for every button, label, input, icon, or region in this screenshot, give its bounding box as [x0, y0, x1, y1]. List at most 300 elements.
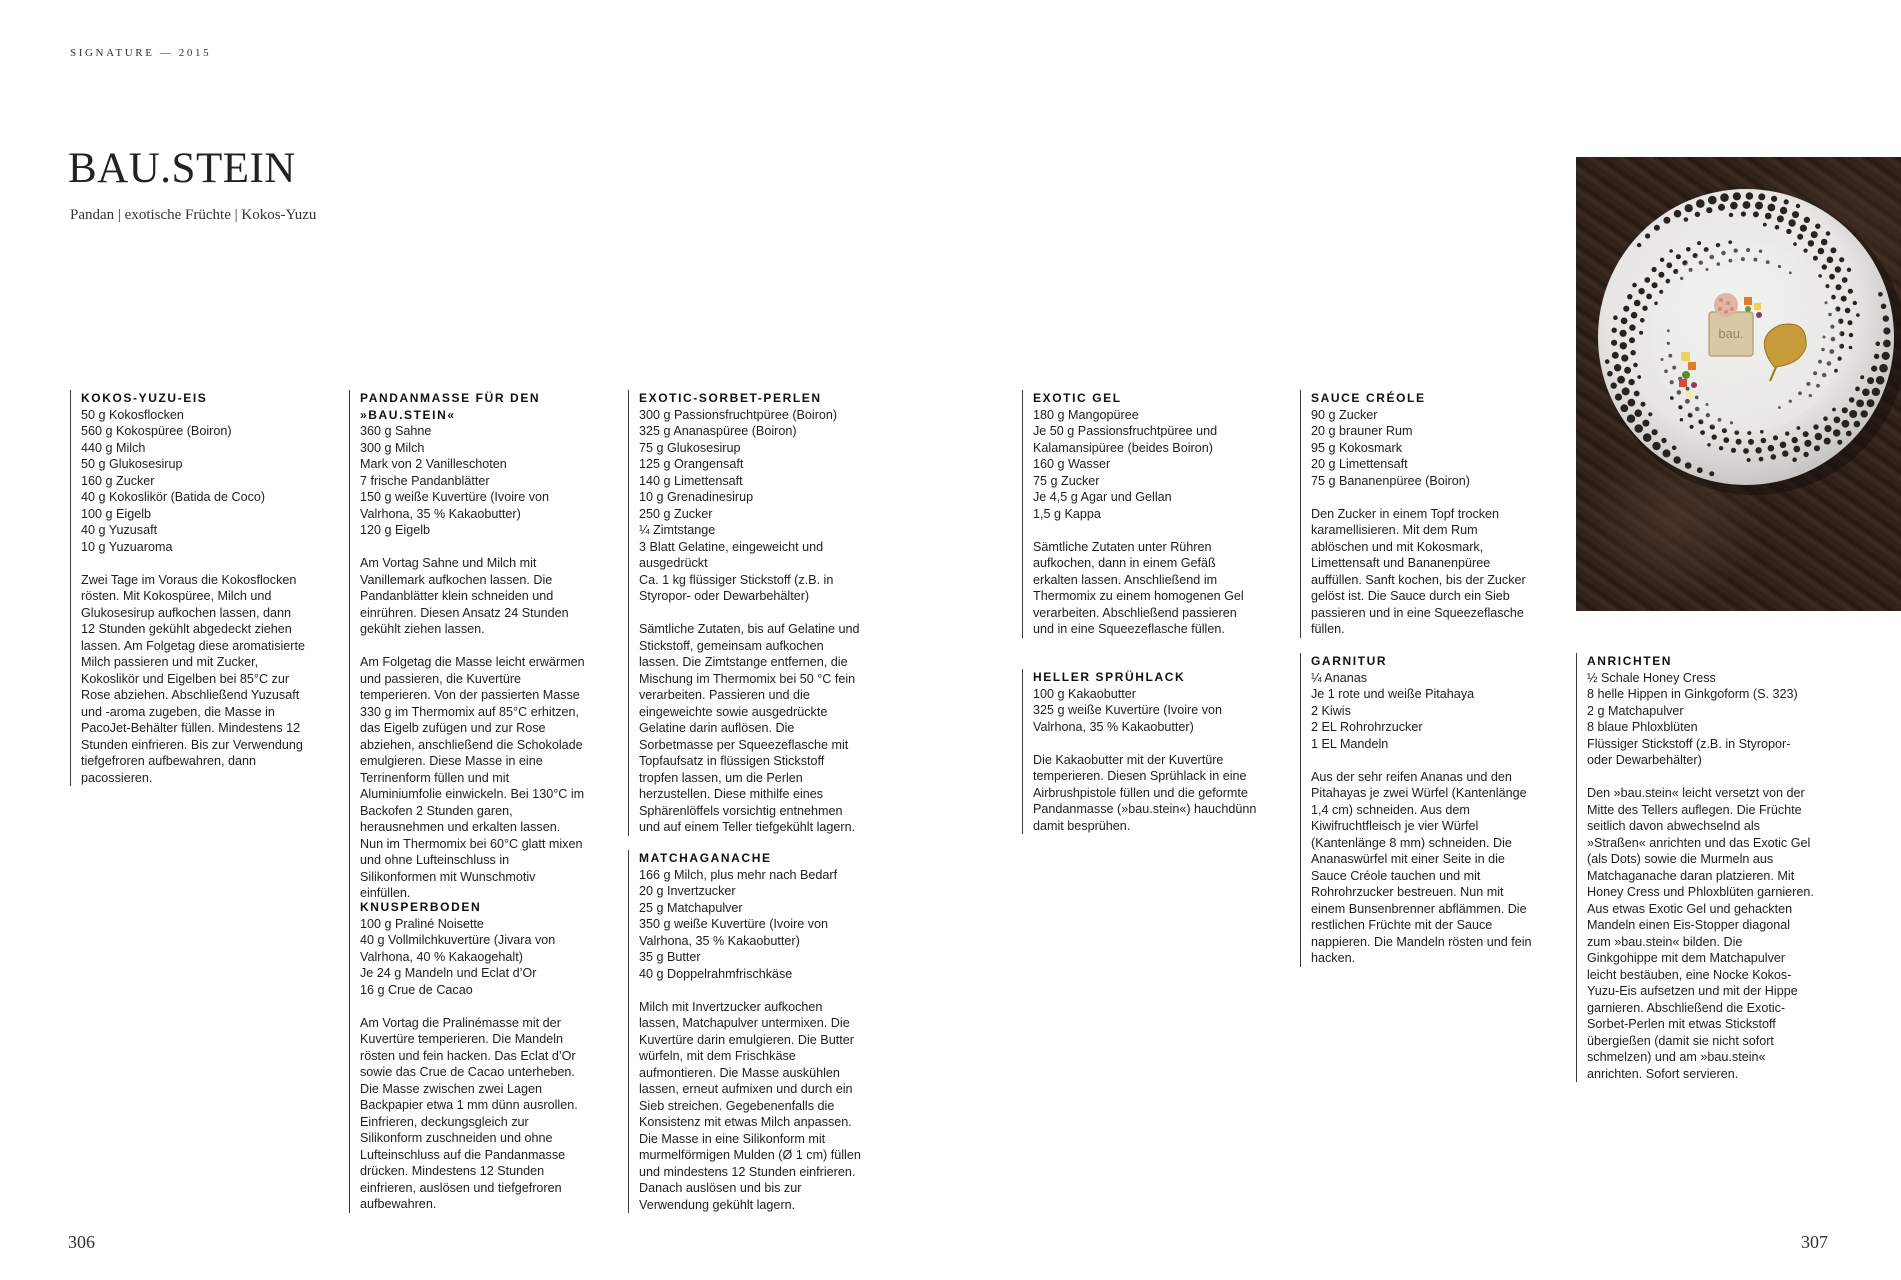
plate-dot	[1842, 407, 1848, 413]
plate-dot	[1815, 433, 1822, 440]
section-garnitur	[1311, 653, 1536, 967]
ingredient-item: Je 1 rote und weiße Pitahaya	[1311, 687, 1475, 701]
running-head: SIGNATURE — 2015	[70, 47, 212, 59]
ingredient-item: 50 g Kokosflocken	[81, 407, 184, 422]
plate-dot	[1849, 346, 1853, 350]
plate-dot	[1661, 438, 1666, 443]
plate-dot	[1792, 211, 1799, 218]
plate-dot	[1628, 399, 1636, 407]
plate-dot	[1660, 258, 1664, 262]
ingredient-item: 25 g Matchapulver	[639, 900, 743, 915]
ingredient-item: 35 g Butter	[639, 950, 701, 964]
plate-dot	[1780, 442, 1787, 449]
method-paragraph: Zwei Tage im Voraus die Kokosflocken rösten. Mit Kokospüree, Milch und Glukosesirup aufkochen lassen, dann 12 Stunden gekühlt abgedeckt ziehen lassen. Am Folgetag diese aromatisierte Milch passieren und mit Zucker, Kokoslikör und Eigelben bei 85°C zur Rose abziehen. Abschließend Yuzusaft und -aroma zugeben, die Masse in PacoJet-Behälter füllen. Mindestens 12 Stunden einfrieren. Bis zur Verwendung tiefgefroren aufbewahren, dann pacossieren.	[81, 572, 305, 785]
plate-dot	[1669, 249, 1673, 253]
plate-dot	[1842, 420, 1850, 428]
plate-dot	[1824, 425, 1831, 432]
plate-dot	[1652, 282, 1658, 288]
ingredient-item: 10 g Grenadinesirup	[639, 490, 754, 504]
method-paragraph: Aus der sehr reifen Ananas und den Pitahayas je zwei Würfel (Kantenlänge 1,4 cm) schneiden. Aus dem Kiwifruchtfleisch je vier Würfel (Kantenlänge 8 mm) schneiden. Die Ananaswürfel mit einer Seite in die Sauce Créole tauchen und mit Rohrohrzucker bestreuen. Nun mit einem Bunsenbrenner abflämmen. Die restlichen Früchte mit der Sauce nappieren. Die Mandeln rösten und fein hacken.	[1311, 769, 1532, 965]
plate-dot	[1709, 471, 1714, 476]
plate-dot	[1723, 437, 1729, 443]
plate-dot	[1697, 467, 1703, 473]
plate-dot	[1860, 375, 1864, 379]
plate-dot	[1666, 262, 1672, 268]
plate-dot	[1777, 215, 1784, 222]
plate-dot	[1818, 248, 1825, 255]
plate-dot	[1634, 300, 1641, 307]
section-knusperboden	[360, 899, 585, 1213]
plate-dot	[1637, 375, 1641, 379]
plate-dot	[1648, 412, 1652, 416]
method-paragraph: Am Vortag die Pralinémasse mit der Kuvertüre temperieren. Die Mandeln rösten und fein hacken. Das Eclat d’Or sowie das Crue de Cacao unterheben. Die Masse zwischen zwei Lagen Backpapier etwa 1 mm dünn ausrollen. Einfrieren, deckungsgleich zur Silikonform zuschneiden und ohne Lufteinschluss auf die Pandanmasse drücken. Mindestens 12 Stunden einfrieren, auslösen und tiefgefroren aufbewahren.	[360, 1015, 578, 1211]
ingredient-item: 3 Blatt Gelatine, eingeweicht und ausgedrückt	[639, 539, 824, 570]
ingredient-item: 180 g Mangopüree	[1033, 407, 1139, 422]
plate-dot	[1855, 387, 1860, 392]
section-heller-spruehlack	[1033, 669, 1258, 834]
plate-dot	[1628, 379, 1634, 385]
plate-dot	[1872, 388, 1880, 396]
ingredient-list	[360, 423, 585, 539]
ingredient-item: 95 g Kokosmark	[1311, 440, 1402, 455]
column-2	[349, 390, 585, 902]
plate-dot	[1746, 192, 1754, 200]
plate-dot	[1847, 268, 1851, 272]
ingredient-item: 75 g Bananenpüree (Boiron)	[1311, 473, 1470, 488]
ingredient-item: 300 g Milch	[360, 440, 425, 455]
plate-dot	[1743, 201, 1751, 209]
plate-dot	[1848, 320, 1853, 325]
ingredient-list	[639, 407, 864, 605]
plate-dot	[1797, 426, 1801, 430]
ingredient-item: 160 g Wasser	[1033, 457, 1111, 471]
plate-dot	[1814, 445, 1820, 451]
dessert-photo	[1576, 157, 1901, 611]
ingredient-list	[1311, 670, 1536, 753]
ingredient-item: Flüssiger Stickstoff (z.B. in Styropor- oder Dewarbehälter)	[1587, 736, 1791, 767]
plate-dot	[1822, 264, 1827, 269]
ingredient-list	[639, 867, 864, 983]
plate-dot	[1684, 217, 1689, 222]
ingredient-item: 300 g Passionsfruchtpüree (Boiron)	[639, 407, 838, 422]
plate-dot	[1685, 204, 1693, 212]
column-3	[628, 390, 864, 836]
plate-dot	[1796, 204, 1800, 208]
ingredient-item: 90 g Zucker	[1311, 407, 1378, 422]
ingredient-item: 8 helle Hippen in Ginkgoform (S. 323)	[1587, 687, 1798, 701]
ingredient-item: 560 g Kokospüree (Boiron)	[81, 424, 232, 438]
plate-dot	[1605, 359, 1610, 364]
plate-dot	[1881, 304, 1887, 310]
column-5b	[1300, 653, 1536, 967]
plate-dot	[1836, 284, 1842, 290]
ingredient-item: 120 g Eigelb	[360, 523, 431, 537]
ingredient-list	[1311, 407, 1536, 490]
ingredient-item: 100 g Praliné Noisette	[360, 916, 484, 931]
plate-dot	[1829, 274, 1835, 280]
ingredient-item: 325 g Ananaspüree (Boiron)	[639, 424, 797, 438]
plate-dot	[1804, 217, 1810, 223]
plate-dot	[1685, 462, 1692, 469]
section-title: SAUCE CRÉOLE	[1311, 391, 1426, 405]
plate-dot	[1729, 213, 1733, 217]
ingredient-item: ¼ Zimtstange	[639, 523, 716, 537]
plate-dot	[1761, 438, 1767, 444]
plate-dot	[1617, 376, 1625, 384]
plate-dot	[1690, 425, 1694, 429]
plate-dot	[1622, 387, 1630, 395]
plate-logo: bau.	[1718, 326, 1744, 341]
ingredient-item: 100 g Kakaobutter	[1033, 686, 1136, 701]
method-paragraph: Die Kakaobutter mit der Kuvertüre temperieren. Diesen Sprühlack in eine Airbrushpistole füllen und die geformte Pandanmasse (»bau.stein«) hauchdünn damit besprühen.	[1033, 752, 1257, 833]
plate-dot	[1753, 211, 1759, 217]
ingredient-item: 166 g Milch, plus mehr nach Bedarf	[639, 867, 838, 882]
plate-dot	[1842, 277, 1848, 283]
plate-dot	[1834, 417, 1841, 424]
plate-dot	[1707, 443, 1711, 447]
section-title: ANRICHTEN	[1587, 654, 1673, 668]
plate-dot	[1833, 429, 1840, 436]
ingredient-item: 140 g Limettensaft	[639, 473, 743, 488]
plate-dot	[1674, 210, 1682, 218]
plate-dot	[1627, 415, 1635, 423]
plate-dot	[1782, 450, 1788, 456]
section-title: EXOTIC-SORBET-PERLEN	[639, 391, 822, 405]
plate-dot	[1853, 301, 1857, 305]
plate-dot	[1633, 363, 1638, 368]
method-paragraph: Den »bau.stein« leicht versetzt von der Mitte des Tellers auflegen. Die Früchte seitlich davon abwechselnd als »Straßen« anrichten und das Exotic Gel (als Dots) sowie die Murmeln aus Matchaganache daran platzieren. Mit Honey Cress und Phloxblüten garnieren. Aus etwas Exotic Gel und gehackten Mandeln einen Eis-Stopper diagonal zum »bau.stein« bilden. Die Ginkgohippe mit dem Matchapulver leicht bestäuben, eine Nocke Kokos-Yuzu-Eis aufsetzen und mit der Hippe garnieren. Abschließend die Exotic-Sorbet-Perlen mit etwas Stickstoff übergießen (damit sie nicht sofort schmelzen) und am »bau.stein« anrichten. Sofort servieren.	[1587, 786, 1814, 1081]
plate-dot	[1712, 434, 1717, 439]
plate-dot	[1620, 342, 1627, 349]
plate-dot	[1800, 225, 1807, 232]
plate-dot	[1620, 404, 1628, 412]
page-number-right: 307	[1801, 1232, 1828, 1252]
plate-dot	[1658, 272, 1664, 278]
ingredient-item: 2 EL Rohrohrzucker	[1311, 720, 1423, 734]
plate-dot	[1612, 328, 1617, 333]
plate-dot	[1607, 371, 1613, 377]
ingredient-list	[1587, 670, 1816, 769]
plate-dot	[1835, 266, 1841, 272]
plate-dot	[1780, 207, 1787, 214]
plate-dot	[1804, 249, 1808, 253]
plate-dot	[1736, 439, 1742, 445]
plate-dot	[1871, 366, 1877, 372]
plate-dot	[1642, 306, 1647, 311]
plate-dot	[1673, 456, 1680, 463]
plate-dot	[1839, 257, 1844, 262]
plate-dot	[1815, 224, 1820, 229]
plate-dot	[1730, 202, 1738, 210]
page-number-left: 306	[68, 1232, 95, 1252]
plate-dot	[1879, 364, 1888, 373]
plate-dot	[1823, 416, 1828, 421]
method-paragraph: Milch mit Invertzucker aufkochen lassen, Matchapulver untermixen. Die Kuvertüre darin emulgieren. Die Butter würfeln, mit dem Frischkäse aufmontieren. Die Masse auskühlen lassen, erneut aufmixen und durch ein Sieb streichen. Gegebenenfalls die Konsistenz mit etwas Milch anpassen. Die Masse in eine Silikonform mit murmelförmigen Mulden (Ø 1 cm) füllen und mindestens 12 Stunden einfrieren. Danach auslösen und bis zur Verwendung gekühlt lagern.	[639, 999, 861, 1212]
section-title: EXOTIC GEL	[1033, 391, 1122, 405]
plate-dot	[1733, 192, 1741, 200]
ingredient-item: 10 g Yuzuaroma	[81, 539, 173, 554]
plate-dot	[1652, 429, 1658, 435]
plate-dot	[1640, 318, 1645, 323]
plate-dot	[1652, 267, 1657, 272]
plate-dot	[1643, 433, 1652, 442]
plate-dot	[1848, 289, 1853, 294]
plate-dot	[1803, 431, 1809, 437]
method-paragraph: Am Vortag Sahne und Milch mit Vanillemark aufkochen lassen. Die Pandanblätter klein schneiden und einrühren. Diesen Ansatz 24 Stunden gekühlt ziehen lassen.	[360, 556, 569, 636]
ingredient-item: ¼ Ananas	[1311, 670, 1368, 685]
plate-dot	[1856, 400, 1864, 408]
plate-dot	[1719, 446, 1723, 450]
ingredient-item: 75 g Glukosesirup	[639, 440, 741, 455]
ingredient-item: 2 Kiwis	[1311, 703, 1351, 718]
ingredient-item: Je 50 g Passionsfruchtpüree und Kalamansipüree (beides Boiron)	[1033, 424, 1218, 455]
ingredient-item: Je 4,5 g Agar und Gellan	[1033, 490, 1172, 504]
plate-dot	[1771, 454, 1777, 460]
plate-illustration	[1576, 157, 1901, 611]
plate-dot	[1821, 239, 1828, 246]
plate-dot	[1882, 352, 1890, 360]
plate-dot	[1629, 337, 1635, 343]
ingredient-item: 100 g Eigelb	[81, 506, 152, 521]
plate-dot	[1813, 256, 1818, 261]
plate-dot	[1771, 196, 1777, 202]
plate-dot	[1621, 355, 1628, 362]
plate-dot	[1634, 424, 1643, 433]
plate-dot	[1768, 445, 1775, 452]
section-exotic-sorbet-perlen	[639, 390, 864, 836]
plate-dot	[1720, 193, 1729, 202]
ingredient-item: 40 g Doppelrahmfrischkäse	[639, 966, 793, 981]
method-paragraph: Sämtliche Zutaten unter Rühren aufkochen, dann in einem Gefäß erkalten lassen. Anschließend im Thermomix zu einem homogenen Gel verarbeiten. Abschließend passieren und in eine Squeezeflasche füllen.	[1033, 539, 1244, 636]
plate-dot	[1652, 442, 1660, 450]
column-4b	[1022, 669, 1258, 834]
section-pandanmasse	[360, 390, 585, 902]
plate-dot	[1793, 446, 1800, 453]
ingredient-item: 1 EL Mandeln	[1311, 736, 1389, 751]
ingredient-item: 40 g Yuzusaft	[81, 523, 158, 537]
plate-dot	[1804, 440, 1811, 447]
plate-dot	[1706, 207, 1712, 213]
plate-dot	[1878, 292, 1883, 297]
plate-dot	[1849, 397, 1855, 403]
ingredient-list	[360, 916, 585, 999]
ingredient-item: Je 24 g Mandeln und Eclat d’Or	[360, 966, 537, 980]
plate-dot	[1615, 394, 1622, 401]
column-4	[1022, 390, 1258, 638]
plate-dot	[1654, 225, 1660, 231]
plate-dot	[1793, 242, 1797, 246]
plate-dot	[1672, 446, 1677, 451]
plate-dot	[1631, 312, 1638, 319]
plate-dot	[1830, 247, 1836, 253]
column-2b	[349, 899, 585, 1213]
plate-dot	[1663, 449, 1671, 457]
column-6	[1576, 653, 1816, 1082]
ingredient-item: 75 g Zucker	[1033, 473, 1100, 488]
plate-dot	[1768, 204, 1776, 212]
plate-dot	[1611, 382, 1617, 388]
plate-dot	[1646, 294, 1652, 300]
column-5	[1300, 390, 1536, 638]
plate-dot	[1759, 457, 1764, 462]
plate-dot	[1755, 202, 1763, 210]
plate-dot	[1700, 430, 1705, 435]
plate-dot	[1613, 315, 1618, 320]
section-anrichten	[1587, 653, 1816, 1082]
plate-dot	[1747, 458, 1751, 462]
plate-dot	[1731, 448, 1736, 453]
ingredient-list	[1033, 686, 1258, 736]
plate-dot	[1849, 333, 1853, 337]
plate-dot	[1832, 408, 1836, 412]
plate-dot	[1876, 376, 1885, 385]
method-paragraph: Den Zucker in einem Topf trocken karamellisieren. Mit dem Rum ablöschen und mit Kokosmark, Limettensaft und Bananenpüree auffüllen. Sanft kochen, bis der Zucker gelöst ist. Die Sauce durch ein Sieb passieren und in eine Squeezeflasche füllen.	[1311, 506, 1526, 636]
plate-dot	[1784, 199, 1789, 204]
plate-dot	[1867, 377, 1874, 384]
plate-dot	[1624, 367, 1631, 374]
plate-dot	[1763, 223, 1767, 227]
plate-dot	[1811, 231, 1818, 238]
ingredient-item: 150 g weiße Kuvertüre (Ivoire von Valrhona, 35 % Kakaobutter)	[360, 490, 549, 521]
section-sauce-creole	[1311, 390, 1536, 638]
plate-dot	[1743, 448, 1749, 454]
plate-dot	[1827, 257, 1834, 264]
plate-dot	[1786, 229, 1791, 234]
section-title: KNUSPERBODEN	[360, 900, 482, 914]
plate-dot	[1741, 211, 1746, 216]
plate-dot	[1634, 409, 1642, 417]
ingredient-item: 7 frische Pandanblätter	[360, 473, 490, 488]
section-title: KOKOS-YUZU-EIS	[81, 391, 208, 405]
ingredient-item: 40 g Vollmilchkuvertüre (Jivara von Valrhona, 40 % Kakaogehalt)	[360, 933, 556, 964]
plate-dot	[1803, 452, 1808, 457]
plate-dot	[1862, 389, 1870, 397]
plate-dot	[1748, 439, 1754, 445]
plate-dot	[1758, 193, 1765, 200]
plate-dot	[1663, 217, 1670, 224]
plate-dot	[1632, 283, 1637, 288]
plate-dot	[1620, 330, 1627, 337]
recipe-subtitle: Pandan | exotische Früchte | Kokos-Yuzu	[70, 207, 317, 223]
plate-dot	[1874, 354, 1879, 359]
plate-dot	[1854, 421, 1861, 428]
plate-dot	[1708, 196, 1717, 205]
ingredient-item: 20 g Limettensaft	[1311, 457, 1408, 471]
plate-dot	[1765, 213, 1772, 220]
plate-dot	[1755, 447, 1761, 453]
plate-dot	[1797, 234, 1803, 240]
plate-dot	[1824, 438, 1831, 445]
plate-dot	[1676, 254, 1681, 259]
section-title: PANDANMASSE FÜR DEN »BAU.STEIN«	[360, 391, 541, 422]
plate-dot	[1634, 391, 1640, 397]
plate-dot	[1696, 199, 1705, 208]
plate-dot	[1883, 315, 1889, 321]
plate-dot	[1775, 225, 1780, 230]
ingredient-item: 2 g Matchapulver	[1587, 703, 1684, 718]
column-3b	[628, 850, 864, 1213]
plate-dot	[1785, 431, 1789, 435]
recipe-title: BAU.STEIN	[68, 145, 296, 192]
plate-dot	[1826, 231, 1831, 236]
ingredient-list	[1033, 407, 1258, 523]
plate-dot	[1846, 431, 1852, 437]
plate-dot	[1808, 240, 1814, 246]
plate-dot	[1621, 318, 1628, 325]
column-1	[70, 390, 306, 786]
plate-dot	[1680, 418, 1683, 421]
ingredient-item: 1,5 g Kappa	[1033, 506, 1101, 521]
plate-dot	[1861, 410, 1868, 417]
plate-dot	[1638, 288, 1644, 294]
plate-dot	[1883, 327, 1890, 334]
plate-dot	[1630, 350, 1635, 355]
plate-dot	[1642, 420, 1649, 427]
ingredient-item: Mark von 2 Vanilleschoten	[360, 457, 507, 471]
ingredient-item: 20 g Invertzucker	[639, 884, 736, 898]
method-paragraph: Sämtliche Zutaten, bis auf Gelatine und Stickstoff, gemeinsam aufkochen lassen. Die Zimtstange entfernen, die Mischung im Thermomix bei 50 °C fein verarbeiten. Passieren und die eingeweichte sowie ausgedrückte Gelatine darin auflösen. Die Sorbetmasse per Squeezeflasche mit Topfaufsatz in flüssigen Stickstoff tropfen lassen, um die Perlen herzustellen. Diese mithilfe eines Sphärenlöffels vorsichtig entnehmen und auf einem Teller tiefgekühlt lagern.	[639, 622, 860, 834]
plate-dot	[1867, 399, 1875, 407]
ingredient-item: Ca. 1 kg flüssiger Stickstoff (z.B. in Styropor- oder Dewarbehälter)	[639, 572, 834, 603]
plate-dot	[1686, 247, 1691, 252]
plate-dot	[1629, 324, 1635, 330]
section-title: MATCHAGANACHE	[639, 851, 772, 865]
plate-dot	[1611, 340, 1617, 346]
plate-dot	[1695, 212, 1700, 217]
plate-dot	[1623, 306, 1629, 312]
plate-dot	[1788, 219, 1795, 226]
section-matchaganache	[639, 850, 864, 1213]
ingredient-item: 440 g Milch	[81, 440, 146, 455]
plate-dot	[1639, 331, 1643, 335]
section-exotic-gel	[1033, 390, 1258, 638]
ingredient-item: ½ Schale Honey Cress	[1587, 670, 1716, 685]
section-title: GARNITUR	[1311, 654, 1388, 668]
plate-dot	[1637, 243, 1641, 247]
plate-dot	[1876, 342, 1881, 347]
ingredient-item: 125 g Orangensaft	[639, 457, 744, 471]
plate-dot	[1697, 241, 1701, 245]
plate-dot	[1841, 296, 1847, 302]
plate-dot	[1718, 204, 1725, 211]
section-kokos-yuzu-eis	[81, 390, 306, 786]
ingredient-item: 350 g weiße Kuvertüre (Ivoire von Valrhona, 35 % Kakaobutter)	[639, 917, 828, 948]
plate-dot	[1849, 410, 1857, 418]
plate-dot	[1612, 352, 1619, 359]
plate-dot	[1883, 340, 1891, 348]
plate-dot	[1645, 233, 1650, 238]
section-title: HELLER SPRÜHLACK	[1033, 670, 1186, 684]
ingredient-item: 8 blaue Phloxblüten	[1587, 720, 1698, 734]
plate-dot	[1813, 424, 1818, 429]
plate-dot	[1837, 440, 1842, 445]
ingredient-item: 325 g weiße Kuvertüre (Ivoire von Valrhona, 35 % Kakaobutter)	[1033, 703, 1222, 734]
ingredient-item: 50 g Glukosesirup	[81, 457, 183, 471]
plate-dot	[1641, 402, 1646, 407]
plate-dot	[1845, 308, 1851, 314]
ingredient-item: 40 g Kokoslikör (Batida de Coco)	[81, 490, 266, 504]
plate-dot	[1856, 313, 1860, 317]
plate-dot	[1644, 277, 1650, 283]
ingredient-item: 250 g Zucker	[639, 506, 713, 521]
ingredient-item: 16 g Crue de Cacao	[360, 982, 473, 997]
method-paragraph: Am Folgetag die Masse leicht erwärmen und passieren, die Kuvertüre temperieren. Von der passierten Masse 330 g im Thermomix auf 85°C erhitzen, das Eigelb zufügen und zur Rose abziehen, anschließend die Schokolade emulgieren. Diese Masse in eine Terrinenform füllen und mit Aluminiumfolie einwickeln. Bei 130°C im Backofen 2 Stunden garen, herausnehmen und erkalten lassen. Nun im Thermomix bei 60°C glatt mixen und ohne Lufteinschluss in Silikonformen mit Wunschmotiv einfüllen.	[360, 655, 585, 900]
plate-dot	[1614, 364, 1621, 371]
ingredient-item: 360 g Sahne	[360, 424, 432, 438]
ingredient-item: 20 g brauner Rum	[1311, 424, 1413, 438]
plate-dot	[1627, 294, 1632, 299]
ingredient-item: 160 g Zucker	[81, 473, 155, 488]
